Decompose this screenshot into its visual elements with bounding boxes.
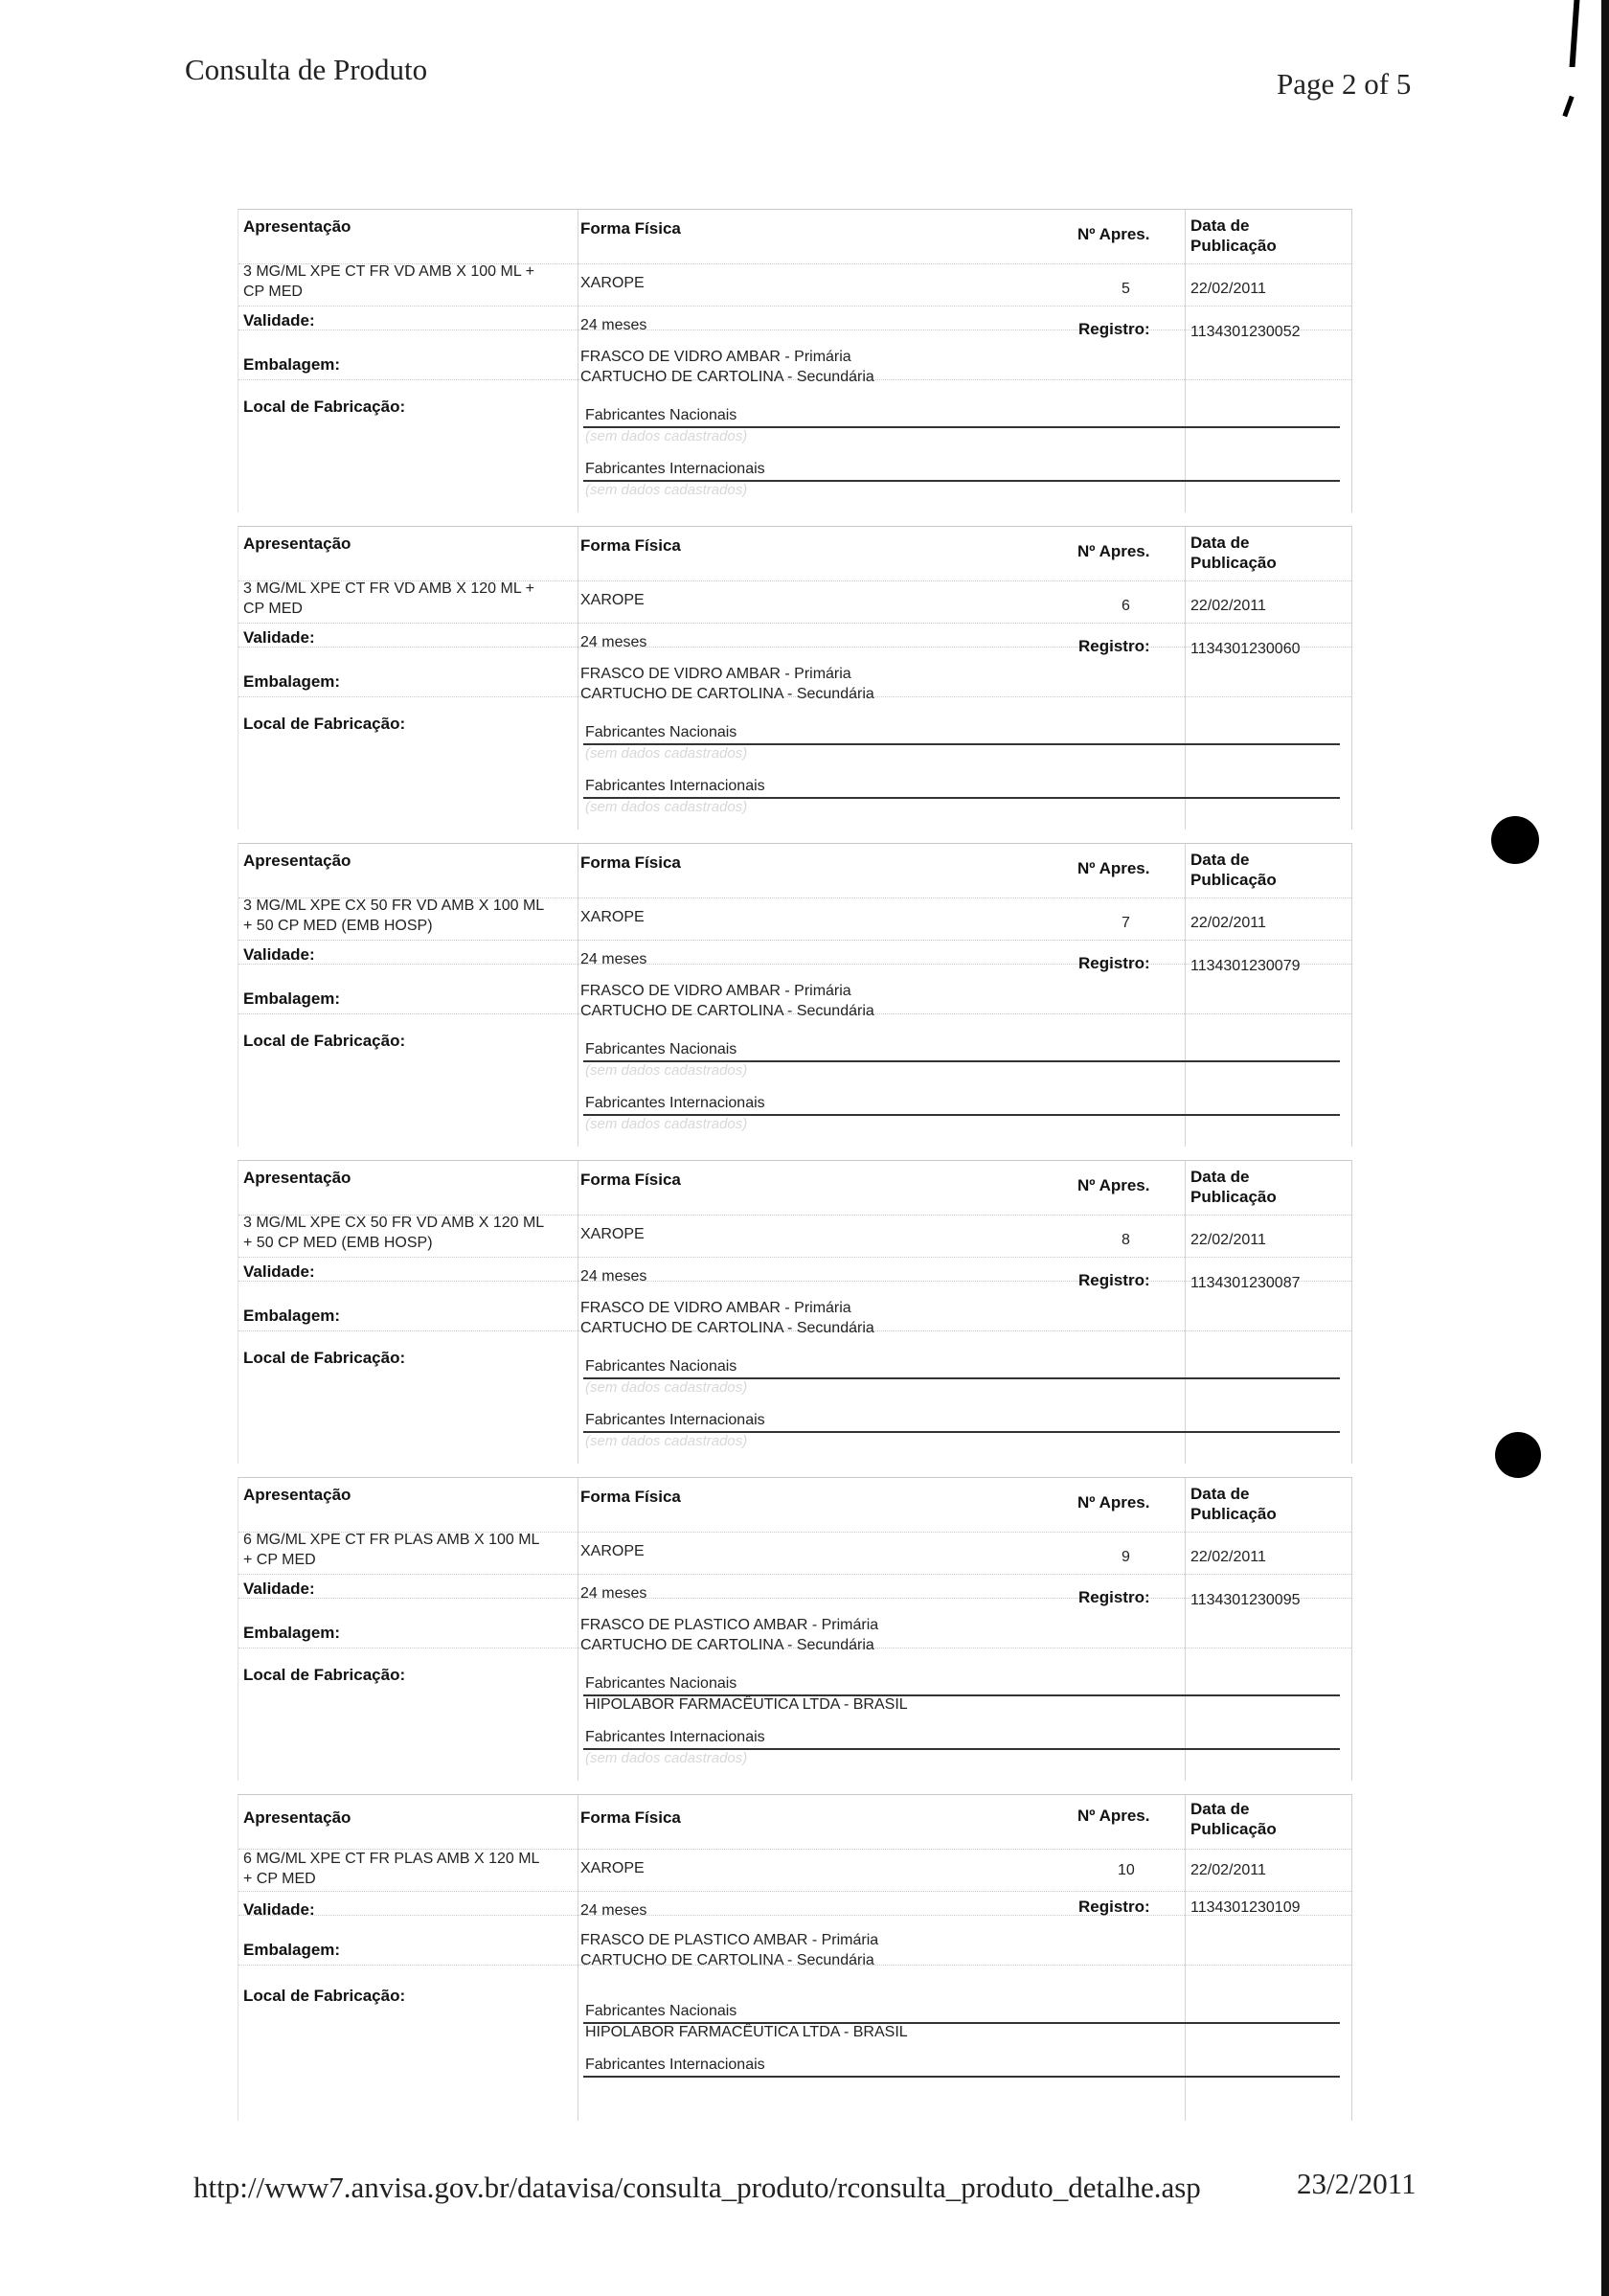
apresentacao-label: Apresentação — [243, 217, 351, 236]
scan-right-edge — [1601, 0, 1609, 2296]
presentation-record — [238, 843, 1352, 1147]
fabricantes-internacionais-label: Fabricantes Internacionais — [585, 2057, 765, 2073]
n-apres-label: Nº Apres. — [1077, 1176, 1150, 1194]
forma-fisica-value: XAROPE — [580, 1543, 645, 1559]
registro-label: Registro: — [1078, 1898, 1150, 1916]
data-publicacao-value: 22/02/2011 — [1190, 1549, 1266, 1565]
validade-label: Validade: — [243, 1900, 315, 1919]
embalagem-value: FRASCO DE PLASTICO AMBAR - Primária CARTUCHO DE CARTOLINA - Secundária — [580, 1617, 879, 1653]
apresentacao-value: 3 MG/ML XPE CX 50 FR VD AMB X 100 ML + 50 CP MED (EMB HOSP) — [243, 898, 545, 934]
embalagem-label: Embalagem: — [243, 1941, 341, 1959]
fabricantes-internacionais-label: Fabricantes Internacionais — [585, 1412, 765, 1428]
fabricantes-internacionais-label: Fabricantes Internacionais — [585, 461, 765, 477]
fabricantes-nacionais-label: Fabricantes Nacionais — [585, 2003, 737, 2019]
n-apres-label: Nº Apres. — [1077, 225, 1150, 243]
sem-dados-note: (sem dados cadastrados) — [585, 1379, 748, 1396]
data-publicacao-label: Data de Publicação — [1190, 216, 1277, 255]
sem-dados-note: (sem dados cadastrados) — [585, 799, 748, 815]
registro-value: 1134301230095 — [1190, 1592, 1301, 1608]
apresentacao-label: Apresentação — [243, 534, 351, 553]
embalagem-value: FRASCO DE VIDRO AMBAR - Primária CARTUCHO DE CARTOLINA - Secundária — [580, 349, 874, 385]
n-apres-value: 8 — [1122, 1232, 1130, 1248]
product-records — [238, 209, 1352, 2132]
data-publicacao-value: 22/02/2011 — [1190, 1862, 1266, 1878]
sem-dados-note: (sem dados cadastrados) — [585, 428, 748, 444]
forma-fisica-label: Forma Física — [580, 1808, 681, 1827]
embalagem-label: Embalagem: — [243, 1307, 341, 1325]
presentation-record — [238, 1160, 1352, 1464]
registro-value: 1134301230052 — [1190, 324, 1301, 340]
n-apres-value: 10 — [1118, 1862, 1135, 1878]
validade-value: 24 meses — [580, 1268, 647, 1284]
n-apres-label: Nº Apres. — [1077, 859, 1150, 877]
embalagem-value: FRASCO DE VIDRO AMBAR - Primária CARTUCHO DE CARTOLINA - Secundária — [580, 983, 874, 1019]
local-fabricacao-label: Local de Fabricação: — [243, 398, 406, 416]
forma-fisica-value: XAROPE — [580, 275, 645, 291]
fabricantes-internacionais-label: Fabricantes Internacionais — [585, 1095, 765, 1111]
local-fabricacao-label: Local de Fabricação: — [243, 715, 406, 733]
validade-label: Validade: — [243, 628, 315, 647]
apresentacao-label: Apresentação — [243, 852, 351, 870]
data-publicacao-label: Data de Publicação — [1190, 1800, 1277, 1838]
page-header — [0, 0, 1609, 134]
data-publicacao-label: Data de Publicação — [1190, 851, 1277, 889]
presentation-record — [238, 209, 1352, 512]
forma-fisica-label: Forma Física — [580, 219, 681, 238]
n-apres-label: Nº Apres. — [1077, 1493, 1150, 1512]
registro-label: Registro: — [1078, 1588, 1150, 1606]
sem-dados-note: (sem dados cadastrados) — [585, 482, 748, 498]
registro-label: Registro: — [1078, 637, 1150, 655]
punch-hole-mark — [1491, 816, 1539, 864]
local-fabricacao-label: Local de Fabricação: — [243, 1666, 406, 1684]
registro-value: 1134301230087 — [1190, 1275, 1301, 1291]
validade-label: Validade: — [243, 311, 315, 330]
document-title: Consulta de Produto — [185, 53, 428, 86]
validade-label: Validade: — [243, 1262, 315, 1281]
forma-fisica-label: Forma Física — [580, 1488, 681, 1506]
registro-label: Registro: — [1078, 1271, 1150, 1289]
validade-value: 24 meses — [580, 951, 647, 967]
forma-fisica-value: XAROPE — [580, 1860, 645, 1876]
data-publicacao-label: Data de Publicação — [1190, 534, 1277, 572]
local-fabricacao-label: Local de Fabricação: — [243, 1349, 406, 1367]
apresentacao-value: 3 MG/ML XPE CX 50 FR VD AMB X 120 ML + 50 CP MED (EMB HOSP) — [243, 1215, 545, 1251]
n-apres-value: 6 — [1122, 598, 1130, 614]
fabricantes-internacionais-label: Fabricantes Internacionais — [585, 778, 765, 794]
n-apres-value: 9 — [1122, 1549, 1130, 1565]
apresentacao-label: Apresentação — [243, 1808, 351, 1827]
local-fabricacao-label: Local de Fabricação: — [243, 1032, 406, 1050]
fabricantes-internacionais-label: Fabricantes Internacionais — [585, 1729, 765, 1745]
fabricantes-nacionais-label: Fabricantes Nacionais — [585, 1041, 737, 1057]
fabricante-nacional-value: HIPOLABOR FARMACÊUTICA LTDA - BRASIL — [585, 1696, 908, 1713]
data-publicacao-label: Data de Publicação — [1190, 1168, 1277, 1206]
forma-fisica-value: XAROPE — [580, 909, 645, 925]
embalagem-label: Embalagem: — [243, 1624, 341, 1642]
data-publicacao-value: 22/02/2011 — [1190, 915, 1266, 931]
embalagem-label: Embalagem: — [243, 672, 341, 691]
fabricantes-nacionais-label: Fabricantes Nacionais — [585, 407, 737, 423]
embalagem-label: Embalagem: — [243, 355, 341, 374]
sem-dados-note: (sem dados cadastrados) — [585, 1750, 748, 1766]
registro-value: 1134301230060 — [1190, 641, 1301, 657]
n-apres-label: Nº Apres. — [1077, 1807, 1150, 1825]
registro-value: 1134301230079 — [1190, 958, 1301, 974]
presentation-record — [238, 1477, 1352, 1781]
validade-label: Validade: — [243, 1580, 315, 1598]
embalagem-value: FRASCO DE VIDRO AMBAR - Primária CARTUCHO DE CARTOLINA - Secundária — [580, 1300, 874, 1336]
sem-dados-note: (sem dados cadastrados) — [585, 1062, 748, 1079]
apresentacao-value: 6 MG/ML XPE CT FR PLAS AMB X 100 ML + CP MED — [243, 1532, 540, 1568]
embalagem-value: FRASCO DE PLASTICO AMBAR - Primária CARTUCHO DE CARTOLINA - Secundária — [580, 1932, 879, 1968]
fabricantes-nacionais-label: Fabricantes Nacionais — [585, 724, 737, 740]
forma-fisica-label: Forma Física — [580, 536, 681, 555]
forma-fisica-label: Forma Física — [580, 853, 681, 872]
embalagem-label: Embalagem: — [243, 989, 341, 1008]
data-publicacao-value: 22/02/2011 — [1190, 598, 1266, 614]
sem-dados-note: (sem dados cadastrados) — [585, 745, 748, 762]
n-apres-value: 5 — [1122, 281, 1130, 297]
validade-value: 24 meses — [580, 1902, 647, 1919]
print-date: 23/2/2011 — [1297, 2167, 1416, 2200]
validade-label: Validade: — [243, 945, 315, 964]
validade-value: 24 meses — [580, 317, 647, 333]
fabricantes-nacionais-label: Fabricantes Nacionais — [585, 1358, 737, 1375]
validade-value: 24 meses — [580, 634, 647, 650]
n-apres-value: 7 — [1122, 915, 1130, 931]
apresentacao-label: Apresentação — [243, 1169, 351, 1187]
page-url: http://www7.anvisa.gov.br/datavisa/consulta_produto/rconsulta_produto_detalhe.asp — [193, 2171, 1201, 2204]
apresentacao-value: 3 MG/ML XPE CT FR VD AMB X 120 ML + CP MED — [243, 580, 534, 617]
data-publicacao-value: 22/02/2011 — [1190, 1232, 1266, 1248]
registro-label: Registro: — [1078, 320, 1150, 338]
apresentacao-label: Apresentação — [243, 1486, 351, 1504]
registro-value: 1134301230109 — [1190, 1899, 1301, 1916]
fabricante-nacional-value: HIPOLABOR FARMACÊUTICA LTDA - BRASIL — [585, 2024, 908, 2040]
punch-hole-mark — [1495, 1432, 1541, 1478]
sem-dados-note: (sem dados cadastrados) — [585, 1116, 748, 1132]
validade-value: 24 meses — [580, 1585, 647, 1602]
sem-dados-note: (sem dados cadastrados) — [585, 1433, 748, 1449]
registro-label: Registro: — [1078, 954, 1150, 972]
page-number: Page 2 of 5 — [1277, 67, 1412, 101]
presentation-record — [238, 1794, 1352, 2121]
data-publicacao-value: 22/02/2011 — [1190, 281, 1266, 297]
fabricantes-nacionais-label: Fabricantes Nacionais — [585, 1675, 737, 1692]
local-fabricacao-label: Local de Fabricação: — [243, 1987, 406, 2005]
data-publicacao-label: Data de Publicação — [1190, 1485, 1277, 1523]
forma-fisica-label: Forma Física — [580, 1171, 681, 1189]
n-apres-label: Nº Apres. — [1077, 542, 1150, 560]
presentation-record — [238, 526, 1352, 830]
forma-fisica-value: XAROPE — [580, 592, 645, 608]
apresentacao-value: 3 MG/ML XPE CT FR VD AMB X 100 ML + CP MED — [243, 263, 534, 300]
forma-fisica-value: XAROPE — [580, 1226, 645, 1242]
embalagem-value: FRASCO DE VIDRO AMBAR - Primária CARTUCHO DE CARTOLINA - Secundária — [580, 666, 874, 702]
apresentacao-value: 6 MG/ML XPE CT FR PLAS AMB X 120 ML + CP MED — [243, 1851, 540, 1887]
